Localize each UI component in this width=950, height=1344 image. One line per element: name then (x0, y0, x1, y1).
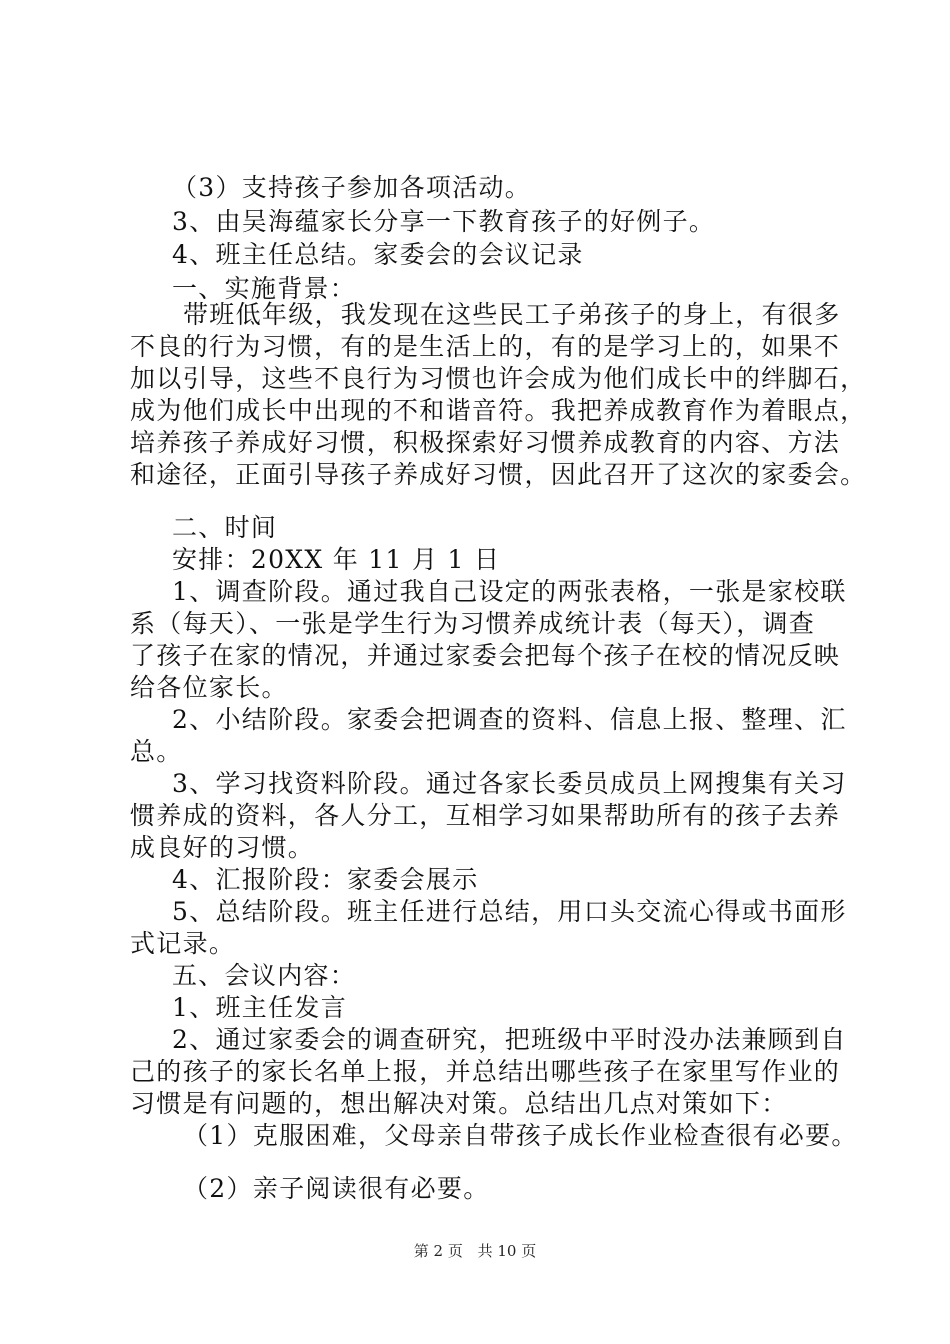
text-line: 成良好的习惯。 (130, 833, 315, 862)
text-line: 4、汇报阶段：家委会展示 (172, 865, 479, 894)
text-line: 带班低年级，我发现在这些民工子弟孩子的身上，有很多 (183, 300, 841, 329)
text-line: 安排：20XX 年 11 月 1 日 (172, 545, 501, 574)
text-line: 1、班主任发言 (172, 993, 348, 1022)
text-line: 2、通过家委会的调查研究，把班级中平时没办法兼顾到自 (172, 1025, 847, 1054)
page-number: 第 2 页 (413, 1242, 463, 1260)
text-line: 己的孩子的家长名单上报，并总结出哪些孩子在家里写作业的 (130, 1057, 841, 1086)
text-line: （1）克服困难，父母亲自带孩子成长作业检查很有必要。 (183, 1121, 858, 1150)
text-line: 3、学习找资料阶段。通过各家长委员成员上网搜集有关习 (172, 769, 847, 798)
text-line: 5、总结阶段。班主任进行总结，用口头交流心得或书面形 (172, 897, 847, 926)
text-line: 给各位家长。 (130, 673, 288, 702)
page-total: 共 10 页 (477, 1242, 537, 1260)
text-line: 系（每天）、一张是学生行为习惯养成统计表（每天），调查 (130, 609, 816, 638)
text-line: 2、小结阶段。家委会把调查的资料、信息上报、整理、汇 (172, 705, 847, 734)
text-line: 了孩子在家的情况，并通过家委会把每个孩子在校的情况反映 (130, 641, 841, 670)
text-line: 不良的行为习惯，有的是生活上的，有的是学习上的，如果不 (130, 332, 841, 361)
text-line: 总。 (130, 737, 183, 766)
text-line: 1、调查阶段。通过我自己设定的两张表格，一张是家校联 (172, 577, 847, 606)
text-line: 习惯是有问题的，想出解决对策。总结出几点对策如下： (130, 1089, 788, 1118)
section-heading: 二、时间 (172, 513, 278, 542)
text-line: 惯养成的资料，各人分工，互相学习如果帮助所有的孩子去养 (130, 801, 841, 830)
text-line: 成为他们成长中出现的不和谐音符。我把养成教育作为着眼点， (130, 396, 867, 425)
text-line: （3）支持孩子参加各项活动。 (172, 173, 532, 202)
text-line: 3、由吴海蕴家长分享一下教育孩子的好例子。 (172, 207, 716, 236)
section-heading: 一、实施背景： (172, 274, 357, 303)
text-line: 培养孩子养成好习惯，积极探索好习惯养成教育的内容、方法 (130, 428, 841, 457)
text-line: 式记录。 (130, 929, 236, 958)
page-footer (0, 1241, 950, 1261)
text-line: 4、班主任总结。家委会的会议记录 (172, 240, 584, 269)
text-line: 加以引导，这些不良行为习惯也许会成为他们成长中的绊脚石， (130, 364, 867, 393)
text-line: 和途径，正面引导孩子养成好习惯，因此召开了这次的家委会。 (130, 460, 867, 489)
section-heading: 五、会议内容： (172, 961, 357, 990)
text-line: （2）亲子阅读很有必要。 (183, 1174, 490, 1203)
